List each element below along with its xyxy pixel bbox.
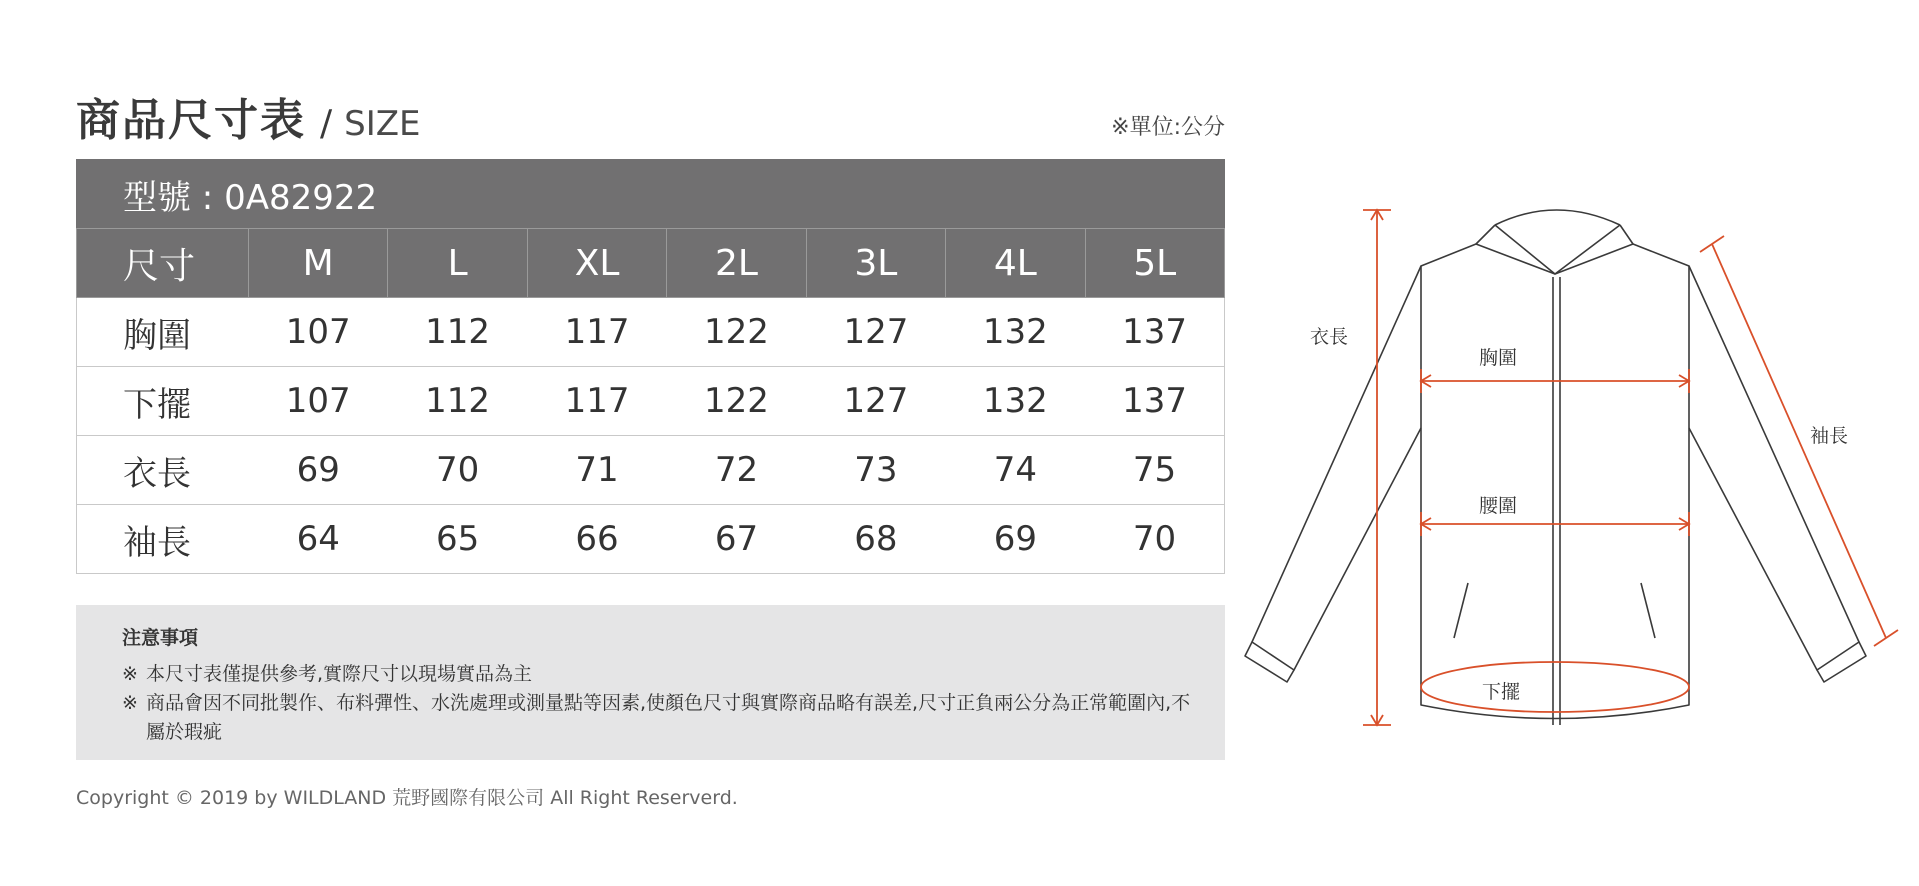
table-cell: 117: [527, 298, 666, 367]
table-cell: 71: [527, 436, 666, 505]
table-cell: 67: [667, 505, 806, 574]
row-label: 衣長: [77, 436, 249, 505]
note-text: 商品會因不同批製作、布料彈性、水洗處理或測量點等因素,使顏色尺寸與實際商品略有誤差,尺寸正負兩公分為正常範圍內,不屬於瑕疵: [146, 692, 1191, 743]
notes-box: [76, 605, 1225, 760]
table-cell: 69: [249, 436, 388, 505]
table-row-sleeve: [77, 505, 1225, 574]
size-header-cell: XL: [527, 229, 666, 298]
table-cell: 66: [527, 505, 666, 574]
size-table: [76, 159, 1225, 574]
table-cell: 127: [806, 367, 945, 436]
size-header-cell: 3L: [806, 229, 945, 298]
diagram-label-length: 衣長: [1310, 326, 1349, 348]
size-header-row: [77, 229, 1225, 298]
table-cell: 69: [946, 505, 1085, 574]
table-cell: 137: [1085, 367, 1224, 436]
note-item: [122, 660, 1195, 689]
table-row-chest: [77, 298, 1225, 367]
jacket-outline-svg: [1230, 180, 1919, 760]
table-cell: 107: [249, 367, 388, 436]
row-label: 袖長: [77, 505, 249, 574]
row-label: 胸圍: [77, 298, 249, 367]
measurement-lines: [1363, 210, 1898, 725]
row-label: 下擺: [77, 367, 249, 436]
table-cell: 117: [527, 367, 666, 436]
title-chinese: 商品尺寸表: [76, 95, 306, 146]
table-cell: 137: [1085, 298, 1224, 367]
table-cell: 74: [946, 436, 1085, 505]
diagram-label-chest: 胸圍: [1479, 347, 1518, 369]
copyright-text: Copyright © 2019 by WILDLAND 荒野國際有限公司 All Right Reserverd.: [76, 787, 738, 809]
table-cell: 112: [388, 298, 527, 367]
table-cell: 132: [946, 367, 1085, 436]
size-header-cell: 5L: [1085, 229, 1224, 298]
table-cell: 107: [249, 298, 388, 367]
diagram-label-sleeve: 袖長: [1810, 425, 1849, 447]
table-cell: 75: [1085, 436, 1224, 505]
table-row-hem: [77, 367, 1225, 436]
sleeve-line: [1712, 244, 1886, 638]
model-row: [77, 160, 1225, 229]
note-item: [122, 689, 1195, 747]
table-cell: 65: [388, 505, 527, 574]
table-cell: 70: [388, 436, 527, 505]
hem-ellipse: [1421, 662, 1689, 712]
table-cell: 122: [667, 367, 806, 436]
note-mark: ※: [122, 692, 138, 714]
title-separator: /: [320, 103, 333, 144]
size-header-cell: M: [249, 229, 388, 298]
table-cell: 132: [946, 298, 1085, 367]
note-mark: ※: [122, 663, 138, 685]
title-english: SIZE: [344, 104, 421, 144]
table-row-length: [77, 436, 1225, 505]
diagram-label-waist: 腰圍: [1479, 495, 1518, 517]
diagram-label-hem: 下擺: [1482, 681, 1521, 703]
size-header-cell: 2L: [667, 229, 806, 298]
page-title: [76, 84, 421, 148]
table-cell: 112: [388, 367, 527, 436]
table-cell: 73: [806, 436, 945, 505]
size-header-cell: L: [388, 229, 527, 298]
notes-title: 注意事項: [122, 627, 199, 649]
table-cell: 72: [667, 436, 806, 505]
jacket-outline: [1245, 210, 1866, 725]
table-cell: 68: [806, 505, 945, 574]
size-header-label: 尺寸: [77, 229, 249, 298]
table-cell: 70: [1085, 505, 1224, 574]
jacket-measurement-diagram: [1230, 180, 1919, 760]
table-cell: 127: [806, 298, 945, 367]
table-cell: 122: [667, 298, 806, 367]
size-header-cell: 4L: [946, 229, 1085, 298]
note-text: 本尺寸表僅提供參考,實際尺寸以現場實品為主: [146, 663, 533, 685]
table-cell: 64: [249, 505, 388, 574]
unit-note: ※單位:公分: [1111, 115, 1225, 140]
model-label: 型號 : 0A82922: [77, 160, 1225, 229]
